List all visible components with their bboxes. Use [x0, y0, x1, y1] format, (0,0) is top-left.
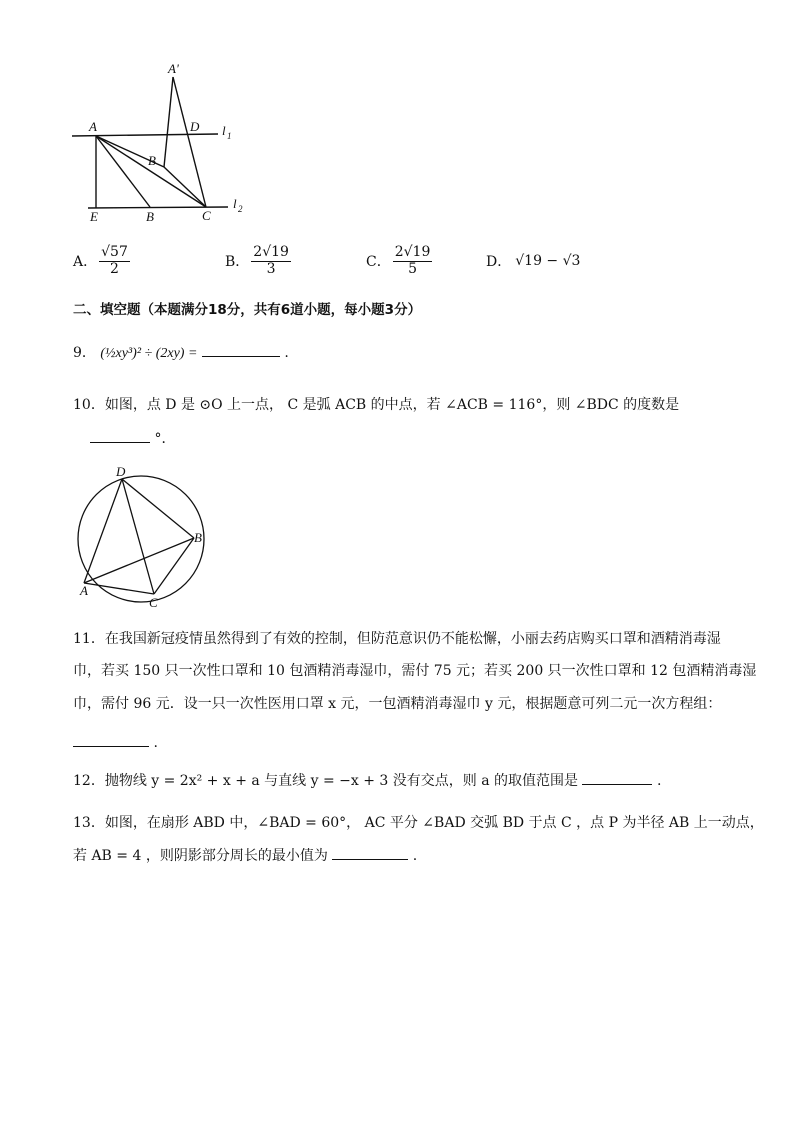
q8-option-a — [73, 240, 132, 282]
option-fraction — [393, 245, 433, 277]
question-tail: . — [153, 735, 158, 751]
chord-DC — [122, 479, 154, 594]
label-l2-sub: 2 — [238, 204, 243, 214]
segment-AC — [96, 136, 206, 207]
label-D: D — [190, 119, 200, 134]
q8-option-b — [225, 240, 293, 282]
question-tail: . — [656, 773, 662, 789]
label-l1: l — [222, 123, 226, 138]
segment-ApB — [164, 77, 173, 167]
option-expression: √19 − √3 — [515, 253, 581, 269]
answer-blank[interactable] — [332, 859, 408, 860]
label-D: D — [116, 464, 126, 479]
question-text: 若 AB = 4 ，则阴影部分周长的最小值为 — [73, 848, 328, 864]
chord-AC — [84, 583, 154, 594]
fraction-numerator: 2√19 — [394, 244, 431, 261]
line-l1 — [72, 134, 218, 136]
chord-DA — [84, 479, 122, 583]
chord-DB — [122, 479, 194, 538]
question-tail: . — [284, 345, 289, 361]
option-fraction — [251, 245, 291, 277]
question-number: 9． — [73, 345, 96, 361]
fraction-numerator: √57 — [101, 244, 128, 261]
option-letter: C． — [366, 254, 391, 270]
question-11-line1: 11．在我国新冠疫情虽然得到了有效的控制，但防范意识仍不能松懈，小丽去药店购买口罩和酒精消毒湿 — [73, 631, 721, 647]
question-11-line2: 巾，若买 150 只一次性口罩和 10 包酒精消毒湿巾，需付 75 元；若买 200 只一次性口罩和 12 包酒精消毒湿 — [73, 663, 757, 679]
fraction-denominator: 5 — [408, 260, 417, 277]
label-E: E — [90, 209, 98, 224]
option-fraction — [99, 245, 130, 277]
answer-blank[interactable] — [73, 746, 149, 747]
option-letter: A． — [73, 254, 98, 270]
question-10-line2 — [90, 424, 175, 454]
label-l2: l — [233, 196, 237, 211]
section-heading: 二、填空题（本题满分18分，共有6道小题，每小题3分） — [73, 302, 422, 318]
question-expression: (½xy³)² ÷ (2xy) = — [100, 346, 198, 361]
label-B-inner: B — [148, 153, 156, 168]
question-11-line3: 巾，需付 96 元．设一只一次性医用口罩 x 元，一包酒精消毒湿巾 y 元，根据题意可列二元一次方程组： — [73, 696, 722, 712]
segment-AB — [96, 136, 150, 207]
question-text: 12．抛物线 y = 2x² + x + a 与直线 y = −x + 3 没有交点，则 a 的取值范围是 — [73, 773, 579, 789]
question-12 — [73, 766, 661, 796]
question-13-line1: 13．如图，在扇形 ABD 中，∠BAD = 60°， AC 平分 ∠BAD 交弧 BD 于点 C ，点 P 为半径 AB 上一动点， — [73, 815, 764, 831]
segment-BC-inner — [164, 167, 206, 207]
answer-blank[interactable] — [582, 784, 652, 785]
q8-geometry-figure — [60, 55, 260, 230]
question-tail: . — [412, 848, 418, 864]
question-10-line1: 10．如图，点 D 是 ⊙O 上一点， C 是弧 ACB 的中点，若 ∠ACB = 116°，则 ∠BDC 的度数是 — [73, 397, 680, 413]
question-13-line2 — [73, 841, 417, 871]
fraction-denominator: 3 — [266, 260, 276, 277]
question-9 — [73, 338, 289, 369]
option-letter: D． — [486, 254, 512, 270]
label-A: A — [80, 583, 88, 598]
fraction-numerator: 2√19 — [253, 244, 289, 261]
option-letter: B． — [225, 254, 250, 270]
label-Aprime: A' — [168, 61, 179, 76]
label-C: C — [202, 208, 211, 223]
question-tail: °． — [154, 431, 176, 447]
q10-circle-figure — [70, 462, 220, 612]
fraction-denominator: 2 — [110, 260, 119, 277]
answer-blank[interactable] — [202, 356, 280, 357]
label-A: A — [89, 119, 97, 134]
label-l1-sub: 1 — [227, 131, 232, 141]
label-B: B — [194, 530, 202, 545]
label-B: B — [146, 209, 154, 224]
question-11-line4 — [73, 728, 158, 758]
label-C: C — [149, 595, 158, 610]
q8-option-c — [366, 240, 434, 282]
segment-ApC — [173, 77, 206, 207]
answer-blank[interactable] — [90, 442, 150, 443]
q8-option-d — [486, 240, 580, 282]
